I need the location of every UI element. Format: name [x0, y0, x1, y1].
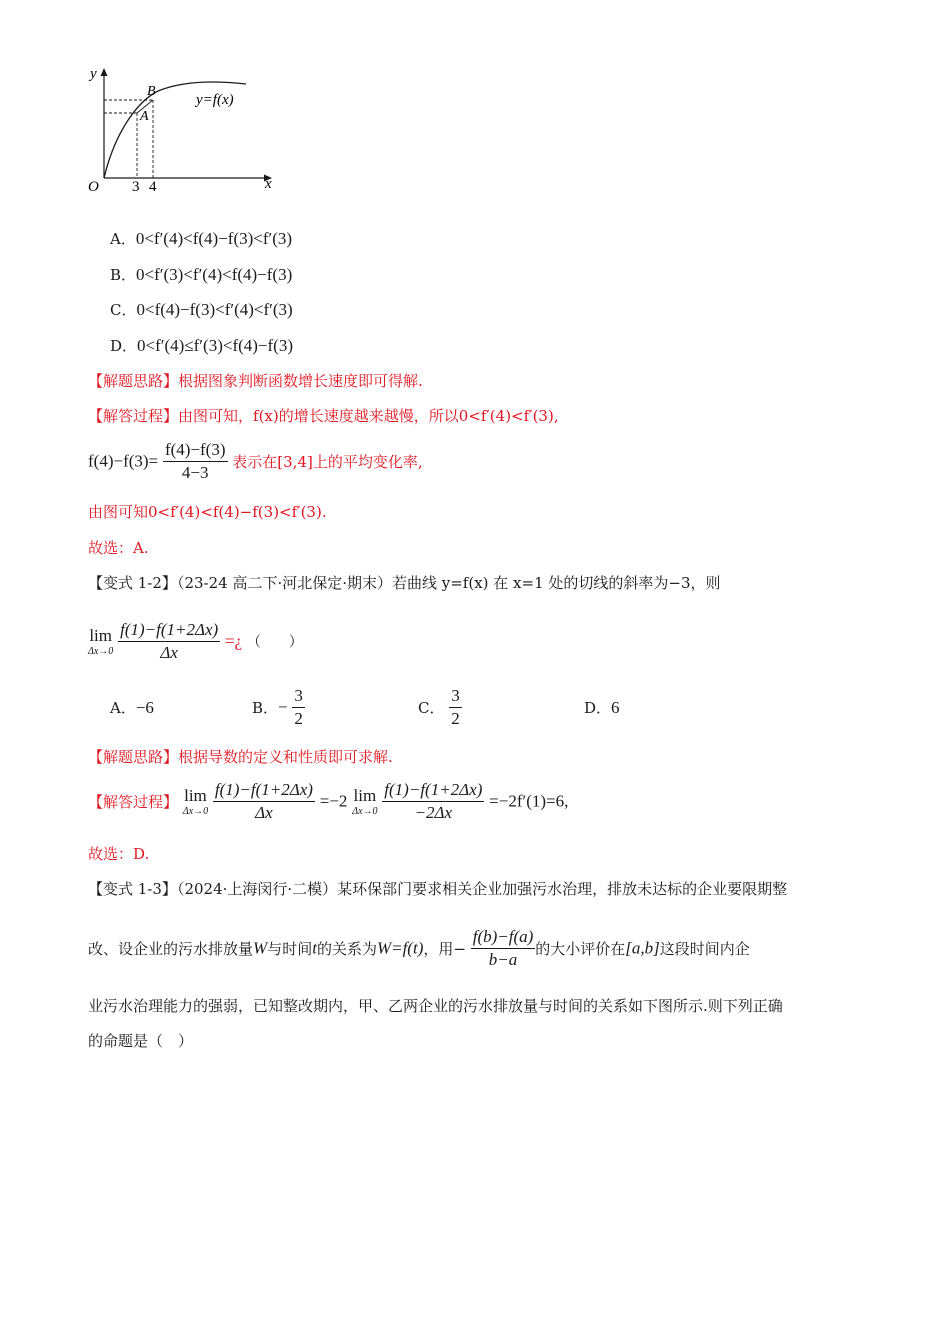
lim-sub: Δx→0	[88, 645, 114, 657]
lim-word: lim	[353, 785, 377, 805]
q2-stem-text: 若曲线 y=f(x) 在 x=1 处的切线的斜率为−3，则	[392, 574, 721, 592]
q2-process	[88, 780, 568, 823]
interval: [a,b]	[625, 938, 660, 958]
lim-word: lim	[89, 625, 112, 645]
text-d: ，用−	[423, 940, 466, 958]
origin-label: O	[88, 179, 99, 195]
q2-tag: 【变式 1-2】	[88, 574, 177, 592]
q2-stem	[88, 572, 721, 593]
y-axis-label: y	[90, 66, 97, 82]
option-fraction	[292, 686, 305, 729]
q1-process-line2	[88, 440, 423, 483]
process-tag: 【解答过程】	[88, 793, 179, 811]
q1-option-d[interactable]	[110, 335, 293, 356]
process-text: 由图可知，f(x)的增长速度越来越慢，所以0<f′(4)<f′(3),	[178, 407, 559, 425]
fraction-denominator: 2	[451, 709, 460, 728]
fraction-denominator: Δx	[160, 643, 178, 662]
fraction-denominator: −2Δx	[414, 803, 453, 822]
limit-fraction	[118, 620, 220, 663]
text-f: 这段时间内企	[659, 940, 750, 958]
avg-rate-fraction	[163, 440, 228, 483]
proc-mid: =−2	[319, 791, 348, 811]
eq-right: 表示在[3,4]上的平均变化率,	[232, 453, 423, 471]
q1-option-b[interactable]	[110, 264, 292, 285]
limit-operator	[183, 787, 208, 817]
text-e: 的大小评价在	[535, 940, 626, 958]
x-axis-label: x	[265, 176, 272, 192]
q1-process-line1	[88, 405, 559, 426]
function-graph	[80, 58, 290, 198]
option-fraction	[449, 686, 462, 729]
q1-process-line3: 由图可知0<f′(4)<f(4)−f(3)<f′(3).	[88, 503, 327, 521]
eq-left: f(4)−f(3)=	[88, 451, 159, 471]
tick-4-label: 4	[149, 179, 157, 195]
q2-limit-expression	[88, 620, 303, 663]
fraction-numerator: 3	[292, 686, 305, 708]
idea-tag: 【解题思路】	[88, 748, 179, 766]
point-a-label: A	[140, 109, 149, 124]
option-value: −6	[135, 698, 154, 717]
idea-text: 根据图象判断函数增长速度即可得解.	[178, 372, 423, 390]
q2-option-b[interactable]	[252, 686, 305, 729]
point-b-label: B	[147, 84, 156, 99]
fraction-numerator: f(b)−f(a)	[471, 927, 536, 949]
option-expr: 0<f′(3)<f′(4)<f(4)−f(3)	[136, 265, 293, 284]
q1-idea	[88, 370, 423, 391]
idea-tag: 【解题思路】	[88, 372, 179, 390]
q1-option-a[interactable]	[110, 228, 292, 249]
option-expr: 0<f′(4)<f(4)−f(3)<f′(3)	[135, 229, 293, 248]
option-letter: D．	[584, 699, 612, 717]
fraction-denominator: 2	[294, 709, 303, 728]
option-letter: C．	[418, 699, 445, 717]
var-w: W	[253, 938, 268, 958]
text-b: 与时间	[267, 940, 313, 958]
option-expr: 0<f(4)−f(3)<f′(4)<f′(3)	[136, 300, 293, 319]
q2-idea	[88, 746, 393, 767]
limit-fraction-2	[382, 780, 484, 823]
option-letter: B．	[110, 266, 137, 284]
option-letter: B．	[252, 699, 279, 717]
option-letter: A．	[110, 230, 136, 248]
limit-operator	[88, 627, 113, 657]
fraction-numerator: f(1)−f(1+2Δx)	[118, 620, 220, 642]
option-letter: A．	[110, 699, 136, 717]
q1-option-c[interactable]	[110, 299, 293, 320]
limit-operator-2	[352, 787, 377, 817]
curve-label: y=f(x)	[196, 92, 234, 108]
fraction-denominator: b−a	[488, 950, 518, 969]
lim-sub: Δx→0	[182, 805, 209, 817]
option-value: 6	[611, 698, 620, 717]
q3-tag: 【变式 1-3】	[88, 880, 177, 898]
option-letter: D．	[110, 337, 138, 355]
fraction-denominator: 4−3	[181, 463, 209, 482]
y-axis-arrow	[101, 68, 108, 76]
tick-3-label: 3	[132, 179, 140, 195]
q2-answer: 故选：D.	[88, 845, 150, 863]
q3-line1	[88, 878, 787, 899]
option-sign: −	[278, 697, 288, 717]
fraction-numerator: 3	[449, 686, 462, 708]
lim-word: lim	[184, 785, 207, 805]
text-a: 改、设企业的污水排放量	[88, 940, 254, 958]
process-tag: 【解答过程】	[88, 407, 179, 425]
q1-answer: 故选：A.	[88, 539, 149, 557]
q3-line3: 业污水治理能力的强弱，已知整改期内，甲、乙两企业的污水排放量与时间的关系如下图所示.则下列正确	[88, 997, 783, 1015]
limit-fraction-1	[213, 780, 315, 823]
fraction-numerator: f(4)−f(3)	[163, 440, 228, 462]
q2-option-c[interactable]	[418, 686, 462, 729]
fraction-denominator: Δx	[255, 803, 273, 822]
q3-line2	[88, 927, 750, 970]
q2-option-a[interactable]	[110, 697, 154, 718]
rate-fraction	[471, 927, 536, 970]
text-c: 的关系为	[316, 940, 377, 958]
fraction-numerator: f(1)−f(1+2Δx)	[382, 780, 484, 802]
idea-text: 根据导数的定义和性质即可求解.	[178, 748, 393, 766]
q3-text: 某环保部门要求相关企业加强污水治理，排放未达标的企业要限期整	[337, 880, 788, 898]
q2-option-d[interactable]	[584, 697, 620, 718]
fraction-numerator: f(1)−f(1+2Δx)	[213, 780, 315, 802]
q3-line4: 的命题是（ ）	[88, 1032, 194, 1050]
q3-source: （2024·上海闵行·二模）	[176, 880, 338, 898]
q2-source: （23-24 高二下·河北保定·期末）	[176, 574, 392, 592]
option-expr: 0<f′(4)≤f′(3)<f(4)−f(3)	[137, 336, 293, 355]
answer-paren: （ ）	[246, 634, 303, 651]
lim-sub: Δx→0	[352, 805, 378, 817]
var-t: t	[312, 938, 317, 958]
option-letter: C．	[110, 301, 137, 319]
equation: W=f(t)	[376, 938, 424, 958]
equals-mark: =¿	[224, 631, 243, 651]
proc-end: =−2f′(1)=6,	[489, 791, 569, 811]
